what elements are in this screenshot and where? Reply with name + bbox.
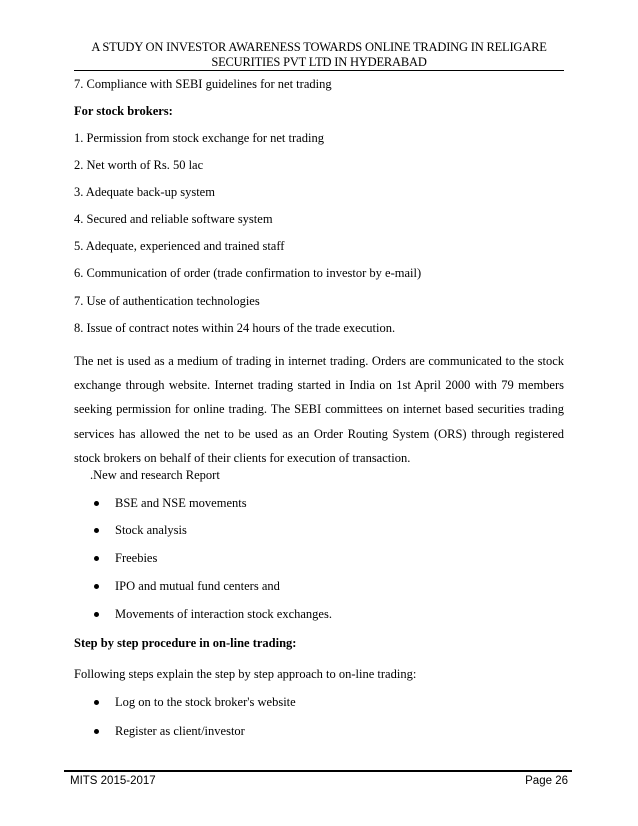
bullet-icon <box>94 556 99 561</box>
list-item: 2. Net worth of Rs. 50 lac <box>74 158 204 172</box>
body-paragraph: The net is used as a medium of trading in internet trading. Orders are communicated to the stock exchange through website. Internet trading started in India on 1st April 2000 with 79 members seeking permission for online trading. The SEBI committees on internet based securities trading services has allowed the net to be used as an Order Routing System (ORS) through registered stock brokers on behalf of their clients for execution of transaction. <box>74 354 564 465</box>
bullet-icon <box>94 501 99 506</box>
steps-intro: Following steps explain the step by step approach to on-line trading: <box>74 667 417 681</box>
list-item: 4. Secured and reliable software system <box>74 212 273 226</box>
bullet-text: Freebies <box>115 551 158 565</box>
list-item: 6. Communication of order (trade confirmation to investor by e-mail) <box>74 266 422 280</box>
section-heading-step-by-step: Step by step procedure in on-line trading: <box>74 636 297 650</box>
list-item: 1. Permission from stock exchange for net trading <box>74 131 324 145</box>
bullet-text: IPO and mutual fund centers and <box>115 579 280 593</box>
list-item: 5. Adequate, experienced and trained staff <box>74 239 285 253</box>
list-item: 3. Adequate back-up system <box>74 185 215 199</box>
bullet-text: Register as client/investor <box>115 724 245 738</box>
compliance-item: 7. Compliance with SEBI guidelines for net trading <box>74 77 332 91</box>
page-number: Page 26 <box>525 775 568 787</box>
header-title <box>60 40 578 70</box>
bullet-text: Stock analysis <box>115 523 187 537</box>
bullet-icon <box>94 612 99 617</box>
header-rule <box>74 70 564 71</box>
bullet-icon <box>94 528 99 533</box>
header-line-2: SECURITIES PVT LTD IN HYDERABAD <box>211 55 427 69</box>
footer-rule <box>64 770 572 772</box>
section-heading-stock-brokers: For stock brokers: <box>74 104 173 118</box>
header-line-1: A STUDY ON INVESTOR AWARENESS TOWARDS ONLINE TRADING IN RELIGARE <box>91 40 547 54</box>
bullet-icon <box>94 729 99 734</box>
bullet-text: Movements of interaction stock exchanges. <box>115 607 332 621</box>
list-item: 7. Use of authentication technologies <box>74 294 260 308</box>
subheading-research-report: .New and research Report <box>90 468 220 482</box>
list-item: 8. Issue of contract notes within 24 hours of the trade execution. <box>74 321 396 335</box>
bullet-icon <box>94 700 99 705</box>
footer-left: MITS 2015-2017 <box>70 775 156 787</box>
bullet-icon <box>94 584 99 589</box>
bullet-text: Log on to the stock broker's website <box>115 695 296 709</box>
bullet-text: BSE and NSE movements <box>115 496 247 510</box>
